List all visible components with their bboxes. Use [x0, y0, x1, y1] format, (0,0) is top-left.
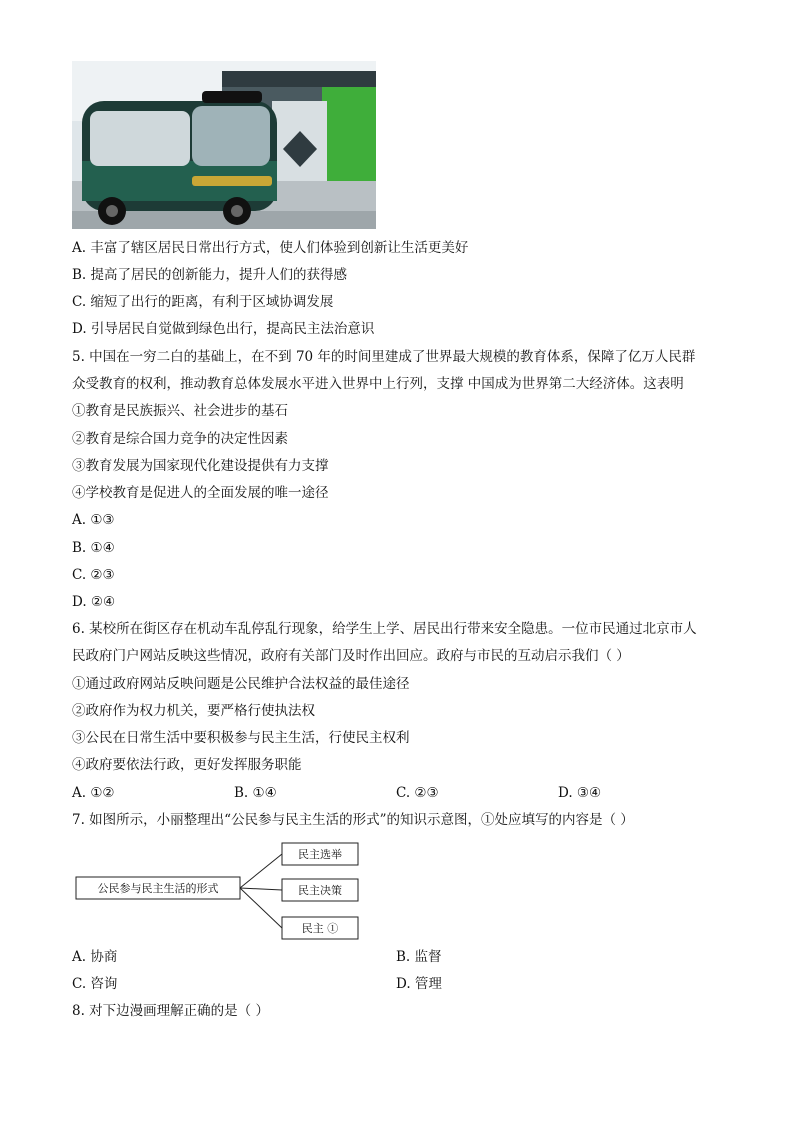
q6-option-d: D. ③④: [558, 785, 602, 801]
q7-option-a: A. 协商: [72, 949, 118, 965]
q6-option-b: B. ①④: [234, 785, 277, 801]
q5-option-d: D. ②④: [72, 594, 116, 610]
q6-option-c: C. ②③: [396, 785, 439, 801]
q7-stem: 7. 如图所示，小丽整理出“公民参与民主生活的形式”的知识示意图，①处应填写的内容是（ ）: [72, 812, 634, 828]
q6-statement-2: ②政府作为权力机关，要严格行使执法权: [72, 703, 315, 719]
q6-stem-line-2: 民政府门户网站反映这些情况，政府有关部门及时作出回应。政府与市民的互动启示我们（ ）: [72, 648, 630, 664]
diagram-branch-1: [282, 843, 358, 865]
diagram-connector-3: [240, 888, 282, 928]
q5-statement-2: ②教育是综合国力竞争的决定性因素: [72, 431, 288, 447]
q6-option-a: A. ①②: [72, 785, 115, 801]
q4-option-d: D. 引导居民自觉做到绿色出行，提高民主法治意识: [72, 321, 375, 337]
q6-stem-line-1: 6. 某校所在街区存在机动车乱停乱行现象，给学生上学、居民出行带来安全隐患。一位市民通过北京市人: [72, 621, 697, 637]
diagram-branch-2-label: 民主决策: [298, 884, 342, 897]
q5-statement-3: ③教育发展为国家现代化建设提供有力支撑: [72, 458, 329, 474]
q7-knowledge-diagram: [72, 840, 372, 942]
diagram-connector-2: [240, 888, 282, 890]
q4-option-b: B. 提高了居民的创新能力，提升人们的获得感: [72, 267, 348, 283]
diagram-connector-1: [240, 854, 282, 888]
autonomous-bus-photo: [72, 61, 376, 229]
q5-option-c: C. ②③: [72, 567, 115, 583]
bus-illustration: [72, 61, 376, 229]
q5-option-b: B. ①④: [72, 540, 115, 556]
diagram-branch-3: [282, 917, 358, 939]
q7-option-b: B. 监督: [396, 949, 442, 965]
q4-option-c: C. 缩短了出行的距离，有利于区域协调发展: [72, 294, 334, 310]
q5-option-a: A. ①③: [72, 512, 115, 528]
q6-statement-3: ③公民在日常生活中要积极参与民主生活，行使民主权利: [72, 730, 410, 746]
q5-statement-4: ④学校教育是促进人的全面发展的唯一途径: [72, 485, 329, 501]
q5-statement-1: ①教育是民族振兴、社会进步的基石: [72, 403, 288, 419]
diagram-branch-3-label: 民主 ①: [301, 922, 339, 935]
q7-option-c: C. 咨询: [72, 976, 118, 992]
q4-option-a: A. 丰富了辖区居民日常出行方式，使人们体验到创新让生活更美好: [72, 240, 469, 256]
q8-stem: 8. 对下边漫画理解正确的是（ ）: [72, 1003, 269, 1019]
diagram-root-label: 公民参与民主生活的形式: [97, 882, 219, 895]
q5-stem-line-2: 众受教育的权利，推动教育总体发展水平进入世界中上行列，支撑 中国成为世界第二大经济体。这表明: [72, 376, 684, 392]
diagram-branch-2: [282, 879, 358, 901]
diagram-root-node: [76, 877, 240, 899]
q6-statement-4: ④政府要依法行政，更好发挥服务职能: [72, 757, 302, 773]
diagram-branch-1-label: 民主选举: [298, 848, 342, 861]
q5-stem-line-1: 5. 中国在一穷二白的基础上，在不到 70 年的时间里建成了世界最大规模的教育体系，保障了亿万人民群: [72, 349, 696, 365]
q6-statement-1: ①通过政府网站反映问题是公民维护合法权益的最佳途径: [72, 676, 410, 692]
q7-option-d: D. 管理: [396, 976, 442, 992]
